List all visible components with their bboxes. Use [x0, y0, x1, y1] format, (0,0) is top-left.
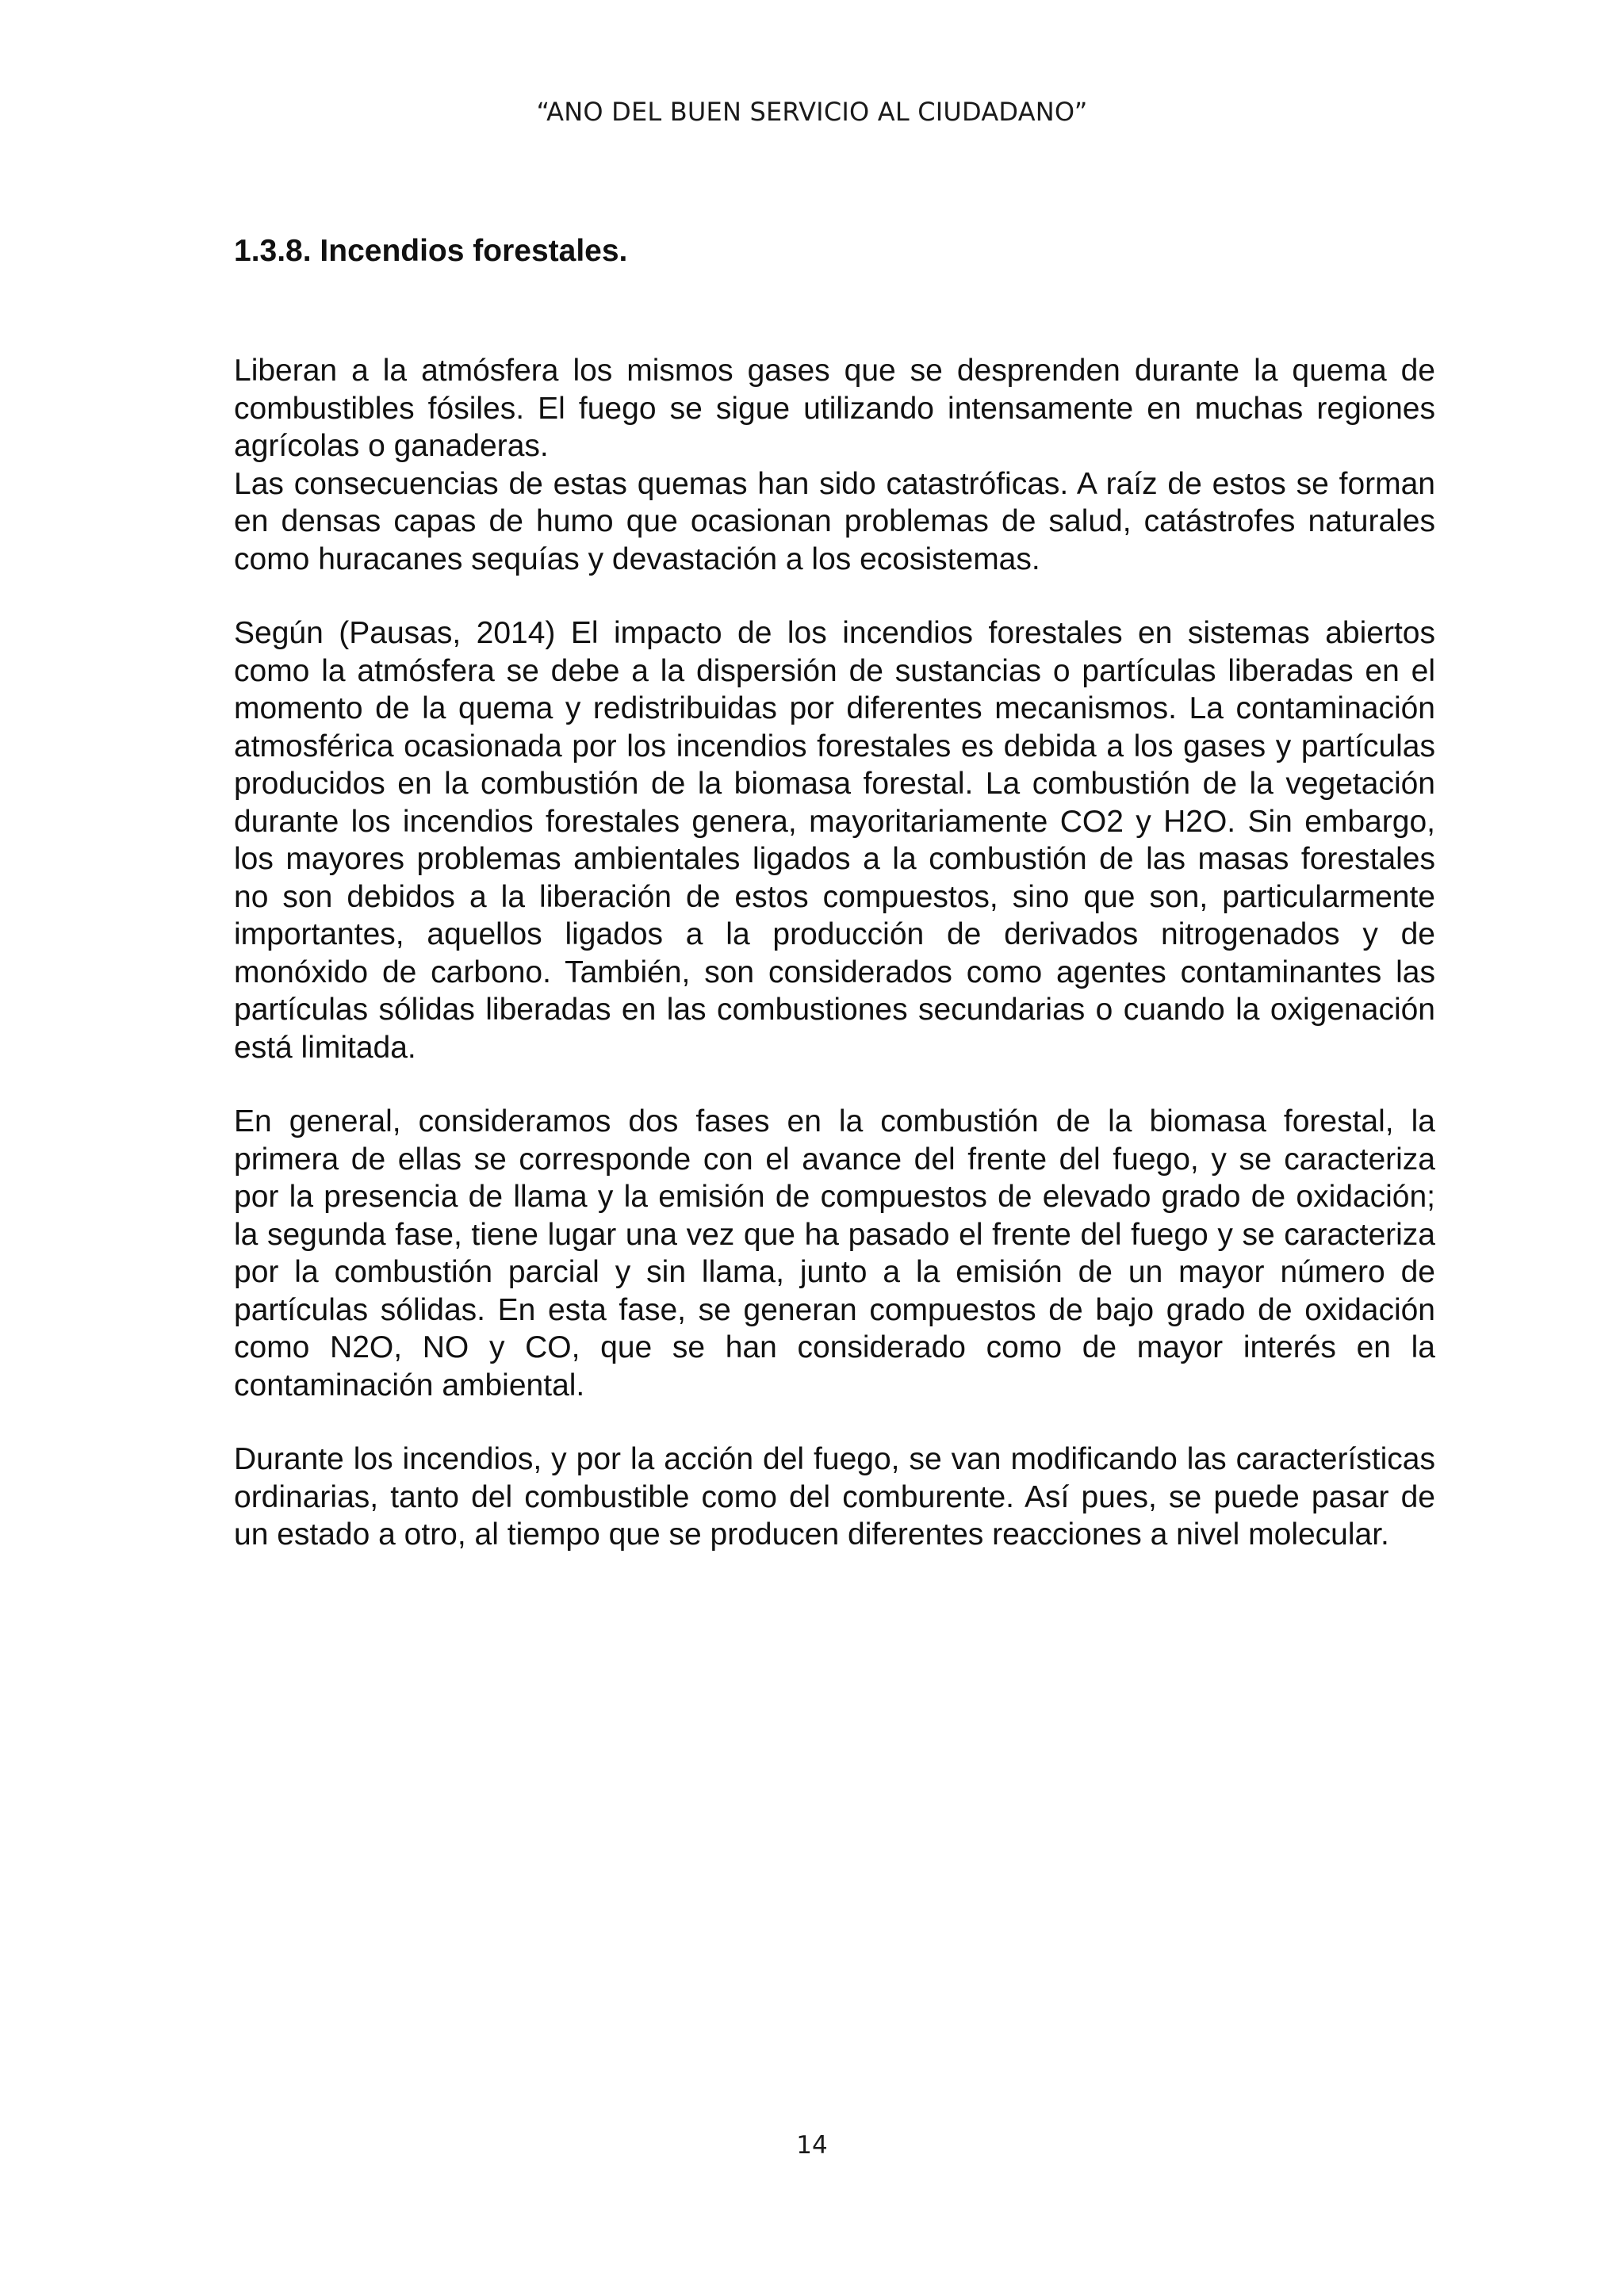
paragraph-consequences: Las consecuencias de estas quemas han sido catastróficas. A raíz de estos se forman en densas capas de humo que ocasionan problemas de salud, catástrofes naturales como huracanes sequías y devastación a los ecosistemas. — [234, 466, 1435, 576]
paragraph-pausas: Según (Pausas, 2014) El impacto de los incendios forestales en sistemas abiertos como la atmósfera se debe a la dispersión de sustancias o partículas liberadas en el momento de la quema y redistribuidas por diferentes mecanismos. La contaminación atmosférica ocasionada por los incendios forestales es debida a los gases y partículas producidos en la combustión de la biomasa forestal. La combustión de la vegetación durante los incendios forestales genera, mayoritariamente CO2 y H2O. Sin embargo, los mayores problemas ambientales ligados a la combustión de las masas forestales no son debidos a la liberación de estos compuestos, sino que son, particularmente importantes, aquellos ligados a la producción de derivados nitrogenados y de monóxido de carbono. También, son considerados como agentes contaminantes las partículas sólidas liberadas en las combustiones secundarias o cuando la oxigenación está limitada. — [234, 616, 1435, 1065]
page-body — [234, 230, 1435, 1554]
paragraph-fire-action: Durante los incendios, y por la acción del fuego, se van modificando las características ordinarias, tanto del combustible como del comburente. Así pues, se puede pasar de un estado a otro, al tiempo que se producen diferentes reacciones a nivel molecular. — [234, 1442, 1435, 1552]
running-header: “ANO DEL BUEN SERVICIO AL CIUDADANO” — [536, 97, 1088, 127]
section-heading: 1.3.8. Incendios forestales. — [234, 234, 628, 268]
paragraph-intro: Liberan a la atmósfera los mismos gases que se desprenden durante la quema de combustibles fósiles. El fuego se sigue utilizando intensamente en muchas regiones agrícolas o ganaderas. — [234, 354, 1435, 463]
paragraph-combustion-phases: En general, consideramos dos fases en la combustión de la biomasa forestal, la primera de ellas se corresponde con el avance del frente del fuego, y se caracteriza por la presencia de llama y la emisión de compuestos de elevado grado de oxidación; la segunda fase, tiene lugar una vez que ha pasado el frente del fuego y se caracteriza por la combustión parcial y sin llama, junto a la emisión de un mayor número de partículas sólidas. En esta fase, se generan compuestos de bajo grado de oxidación como N2O, NO y CO, que se han considerado como de mayor interés en la contaminación ambiental. — [234, 1104, 1435, 1402]
page-number: 14 — [796, 2131, 828, 2160]
